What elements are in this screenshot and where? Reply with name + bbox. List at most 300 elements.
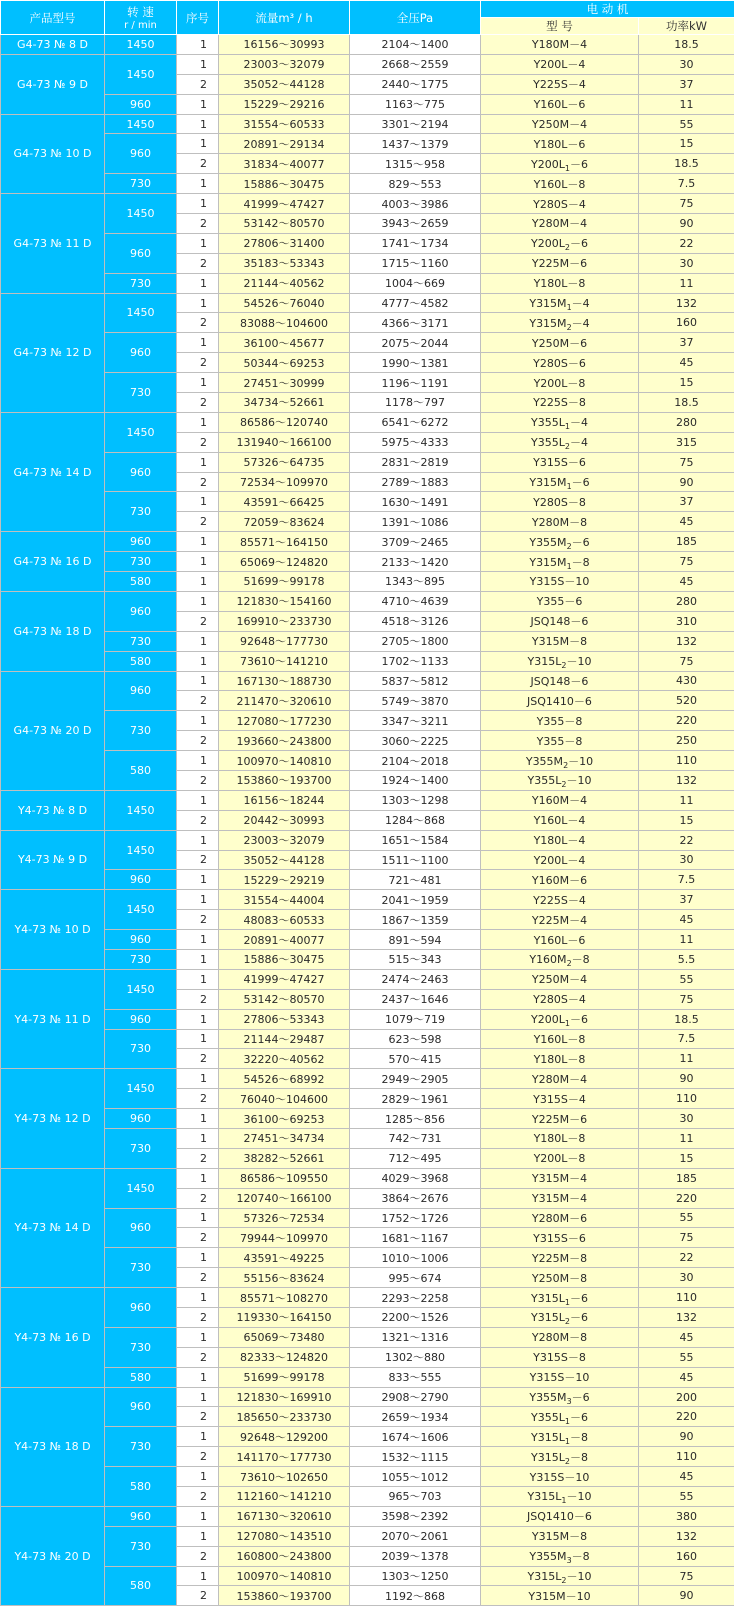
speed-cell: 1450 [105, 35, 177, 55]
motor-type-cell [481, 154, 639, 174]
motor-type-cell [481, 711, 639, 731]
motor-type-cell [481, 890, 639, 910]
motor-subscript: 3 [567, 1397, 572, 1406]
seq-cell: 1 [177, 1506, 219, 1526]
seq-cell: 2 [177, 691, 219, 711]
flow-cell: 27806～31400 [219, 233, 350, 253]
flow-cell: 85571～164150 [219, 532, 350, 552]
seq-cell: 1 [177, 333, 219, 353]
seq-cell: 1 [177, 1128, 219, 1148]
pressure-cell: 1303～1298 [350, 790, 481, 810]
seq-cell: 2 [177, 1407, 219, 1427]
motor-subscript: 1 [565, 1437, 570, 1446]
pressure-cell: 3943～2659 [350, 214, 481, 234]
motor-suffix: －6 [570, 1411, 588, 1424]
motor-type-cell [481, 850, 639, 870]
speed-cell: 730 [105, 711, 177, 751]
seq-cell: 1 [177, 1168, 219, 1188]
power-cell: 7.5 [639, 870, 734, 890]
table-row [1, 333, 734, 353]
power-cell: 55 [639, 1487, 734, 1507]
motor-type-text: Y315M [529, 476, 566, 489]
seq-cell: 2 [177, 214, 219, 234]
pressure-cell: 1715～1160 [350, 253, 481, 273]
pressure-cell: 4366～3171 [350, 313, 481, 333]
seq-cell: 1 [177, 54, 219, 74]
pressure-cell: 1532～1115 [350, 1447, 481, 1467]
motor-subscript: 2 [563, 761, 568, 770]
seq-cell: 1 [177, 1327, 219, 1347]
motor-type-cell [481, 273, 639, 293]
flow-cell: 76040～104600 [219, 1089, 350, 1109]
motor-type-cell [481, 989, 639, 1009]
pressure-cell: 1343～895 [350, 572, 481, 592]
speed-cell: 960 [105, 1506, 177, 1526]
power-cell: 45 [639, 910, 734, 930]
motor-type-cell [481, 373, 639, 393]
pressure-cell: 2133～1420 [350, 552, 481, 572]
motor-type-text: Y200L－4 [534, 854, 586, 867]
flow-cell: 43591～49225 [219, 1248, 350, 1268]
speed-cell: 730 [105, 1427, 177, 1467]
table-row [1, 790, 734, 810]
motor-type-text: Y180L－6 [534, 138, 586, 151]
seq-cell: 1 [177, 293, 219, 313]
table-row [1, 452, 734, 472]
seq-cell: 2 [177, 1586, 219, 1606]
flow-cell: 15886～30475 [219, 949, 350, 969]
motor-type-text: Y355L [531, 1411, 565, 1424]
table-row [1, 1288, 734, 1308]
speed-cell: 580 [105, 651, 177, 671]
motor-type-text: JSQ148－6 [531, 675, 589, 688]
motor-type-cell [481, 1009, 639, 1029]
motor-type-cell [481, 412, 639, 432]
model-cell: Y4-73 № 12 D [1, 1069, 105, 1168]
flow-cell: 160800～243800 [219, 1546, 350, 1566]
flow-cell: 27451～34734 [219, 1128, 350, 1148]
power-cell: 18.5 [639, 1009, 734, 1029]
seq-cell: 1 [177, 412, 219, 432]
flow-cell: 55156～83624 [219, 1268, 350, 1288]
pressure-cell: 570～415 [350, 1049, 481, 1069]
table-row [1, 1566, 734, 1586]
power-cell: 75 [639, 1566, 734, 1586]
seq-cell: 1 [177, 651, 219, 671]
motor-type-cell [481, 1566, 639, 1586]
pressure-cell: 3347～3211 [350, 711, 481, 731]
motor-type-cell [481, 233, 639, 253]
motor-type-text: Y160L－8 [534, 1033, 586, 1046]
power-cell: 11 [639, 273, 734, 293]
flow-cell: 38282～52661 [219, 1148, 350, 1168]
table-row [1, 114, 734, 134]
power-cell: 37 [639, 333, 734, 353]
motor-type-text: Y250M－4 [532, 118, 587, 131]
seq-cell: 1 [177, 1069, 219, 1089]
seq-cell: 1 [177, 233, 219, 253]
speed-cell: 960 [105, 1208, 177, 1248]
pressure-cell: 721～481 [350, 870, 481, 890]
table-row [1, 1069, 734, 1089]
flow-cell: 41999～47427 [219, 969, 350, 989]
motor-suffix: －8 [572, 953, 590, 966]
seq-cell: 2 [177, 989, 219, 1009]
motor-type-cell [481, 591, 639, 611]
power-cell: 520 [639, 691, 734, 711]
motor-type-text: Y355M [526, 755, 563, 768]
seq-cell: 2 [177, 1148, 219, 1168]
power-cell: 45 [639, 1327, 734, 1347]
pressure-cell: 1630～1491 [350, 492, 481, 512]
flow-cell: 27451～30999 [219, 373, 350, 393]
motor-type-cell [481, 910, 639, 930]
motor-type-text: Y225S－8 [533, 396, 586, 409]
power-cell: 110 [639, 1089, 734, 1109]
pressure-cell: 1303～1250 [350, 1566, 481, 1586]
motor-type-text: Y250M－6 [532, 337, 587, 350]
motor-type-text: Y315M [529, 556, 566, 569]
motor-type-text: Y160M－4 [532, 794, 587, 807]
speed-cell: 1450 [105, 293, 177, 333]
speed-cell: 1450 [105, 890, 177, 930]
speed-cell: 1450 [105, 54, 177, 94]
pressure-cell: 833～555 [350, 1367, 481, 1387]
table-row [1, 949, 734, 969]
pressure-cell: 2200～1526 [350, 1308, 481, 1328]
motor-subscript: 1 [565, 1417, 570, 1426]
power-cell: 75 [639, 194, 734, 214]
seq-cell: 2 [177, 74, 219, 94]
table-body [1, 35, 734, 1606]
motor-type-text: Y200L [531, 237, 565, 250]
flow-cell: 15886～30475 [219, 174, 350, 194]
seq-cell: 2 [177, 253, 219, 273]
pressure-cell: 4518～3126 [350, 611, 481, 631]
power-cell: 22 [639, 1248, 734, 1268]
header-pressure: 全压Pa [350, 1, 481, 35]
pressure-cell: 2104～1400 [350, 35, 481, 55]
seq-cell: 1 [177, 35, 219, 55]
model-cell: Y4-73 № 10 D [1, 890, 105, 970]
header-speed [105, 1, 177, 35]
table-row [1, 890, 734, 910]
table-row [1, 969, 734, 989]
seq-cell: 2 [177, 432, 219, 452]
motor-type-text: Y200L－8 [534, 377, 586, 390]
power-cell: 11 [639, 1049, 734, 1069]
motor-type-cell [481, 94, 639, 114]
motor-suffix: －6 [572, 476, 590, 489]
motor-suffix: －8 [572, 1550, 590, 1563]
seq-cell: 1 [177, 1467, 219, 1487]
pressure-cell: 1674～1606 [350, 1427, 481, 1447]
model-cell: Y4-73 № 20 D [1, 1506, 105, 1605]
table-row [1, 671, 734, 691]
power-cell: 45 [639, 1467, 734, 1487]
speed-cell: 960 [105, 94, 177, 114]
motor-type-cell [481, 393, 639, 413]
pressure-cell: 2829～1961 [350, 1089, 481, 1109]
table-row [1, 194, 734, 214]
seq-cell: 1 [177, 273, 219, 293]
power-cell: 37 [639, 492, 734, 512]
seq-cell: 1 [177, 1208, 219, 1228]
power-cell: 430 [639, 671, 734, 691]
power-cell: 15 [639, 373, 734, 393]
motor-subscript: 1 [565, 164, 570, 173]
power-cell: 22 [639, 830, 734, 850]
pressure-cell: 2039～1378 [350, 1546, 481, 1566]
power-cell: 315 [639, 432, 734, 452]
pressure-cell: 2659～1934 [350, 1407, 481, 1427]
motor-type-text: Y355－8 [537, 715, 583, 728]
seq-cell: 1 [177, 94, 219, 114]
motor-suffix: －6 [570, 1311, 588, 1324]
power-cell: 15 [639, 134, 734, 154]
seq-cell: 1 [177, 631, 219, 651]
table-row [1, 930, 734, 950]
speed-cell: 730 [105, 949, 177, 969]
motor-type-cell [481, 1367, 639, 1387]
motor-type-text: Y200L－4 [534, 58, 586, 71]
seq-cell: 2 [177, 393, 219, 413]
power-cell: 75 [639, 452, 734, 472]
flow-cell: 83088～104600 [219, 313, 350, 333]
speed-cell: 960 [105, 1109, 177, 1129]
pressure-cell: 1285～856 [350, 1109, 481, 1129]
flow-cell: 82333～124820 [219, 1347, 350, 1367]
table-row [1, 492, 734, 512]
pressure-cell: 1284～868 [350, 810, 481, 830]
motor-type-cell [481, 512, 639, 532]
power-cell: 55 [639, 1208, 734, 1228]
seq-cell: 1 [177, 1427, 219, 1447]
speed-cell: 730 [105, 1327, 177, 1367]
flow-cell: 73610～102650 [219, 1467, 350, 1487]
seq-cell: 1 [177, 552, 219, 572]
speed-cell: 1450 [105, 114, 177, 134]
pressure-cell: 6541～6272 [350, 412, 481, 432]
motor-type-text: Y225M－8 [532, 1252, 587, 1265]
motor-type-text: Y280M－4 [532, 1073, 587, 1086]
flow-cell: 86586～120740 [219, 412, 350, 432]
pressure-cell: 3060～2225 [350, 731, 481, 751]
seq-cell: 1 [177, 591, 219, 611]
power-cell: 280 [639, 412, 734, 432]
motor-type-cell [481, 214, 639, 234]
power-cell: 18.5 [639, 154, 734, 174]
flow-cell: 16156～18244 [219, 790, 350, 810]
table-row [1, 94, 734, 114]
table-row [1, 1526, 734, 1546]
motor-type-cell [481, 114, 639, 134]
power-cell: 18.5 [639, 35, 734, 55]
motor-type-cell [481, 74, 639, 94]
pressure-cell: 2949～2905 [350, 1069, 481, 1089]
pressure-cell: 2075～2044 [350, 333, 481, 353]
seq-cell: 1 [177, 711, 219, 731]
pressure-cell: 1437～1379 [350, 134, 481, 154]
motor-type-cell [481, 611, 639, 631]
speed-cell: 1450 [105, 790, 177, 830]
speed-cell: 960 [105, 870, 177, 890]
flow-cell: 31834～40077 [219, 154, 350, 174]
pressure-cell: 742～731 [350, 1128, 481, 1148]
motor-subscript: 2 [561, 661, 566, 670]
motor-suffix: －6 [572, 1391, 590, 1404]
flow-cell: 32220～40562 [219, 1049, 350, 1069]
motor-type-cell [481, 1546, 639, 1566]
table-row [1, 591, 734, 611]
flow-cell: 193660～243800 [219, 731, 350, 751]
power-cell: 15 [639, 1148, 734, 1168]
pressure-cell: 1511～1100 [350, 850, 481, 870]
motor-suffix: －10 [566, 655, 591, 668]
motor-type-text: Y315M [529, 297, 566, 310]
speed-cell: 580 [105, 751, 177, 791]
flow-cell: 35183～53343 [219, 253, 350, 273]
header-power: 功率kW [639, 18, 734, 35]
motor-subscript: 3 [567, 1556, 572, 1565]
flow-cell: 120740～166100 [219, 1188, 350, 1208]
motor-type-cell [481, 552, 639, 572]
seq-cell: 2 [177, 810, 219, 830]
motor-type-cell [481, 1387, 639, 1407]
table-row [1, 1387, 734, 1407]
power-cell: 110 [639, 1288, 734, 1308]
power-cell: 37 [639, 74, 734, 94]
flow-cell: 100970～140810 [219, 751, 350, 771]
motor-type-text: Y315L [528, 1490, 562, 1503]
table-row [1, 233, 734, 253]
seq-cell: 2 [177, 1228, 219, 1248]
pressure-cell: 2440～1775 [350, 74, 481, 94]
motor-type-cell [481, 1506, 639, 1526]
model-cell: G4-73 № 10 D [1, 114, 105, 194]
motor-type-cell [481, 432, 639, 452]
flow-cell: 112160～141210 [219, 1487, 350, 1507]
motor-type-cell [481, 969, 639, 989]
flow-cell: 36100～69253 [219, 1109, 350, 1129]
speed-cell: 960 [105, 1288, 177, 1328]
model-cell: G4-73 № 12 D [1, 293, 105, 412]
motor-type-cell [481, 810, 639, 830]
flow-cell: 53142～80570 [219, 214, 350, 234]
power-cell: 250 [639, 731, 734, 751]
motor-type-text: Y225M－4 [532, 914, 587, 927]
table-row [1, 174, 734, 194]
motor-type-text: Y280M－8 [532, 516, 587, 529]
seq-cell: 1 [177, 790, 219, 810]
motor-type-text: Y315S－10 [530, 1371, 590, 1384]
pressure-cell: 4003～3986 [350, 194, 481, 214]
power-cell: 55 [639, 1347, 734, 1367]
header-speed-unit: r / min [105, 20, 176, 31]
flow-cell: 36100～45677 [219, 333, 350, 353]
flow-cell: 20891～29134 [219, 134, 350, 154]
seq-cell: 1 [177, 949, 219, 969]
pressure-cell: 3864～2676 [350, 1188, 481, 1208]
motor-type-cell [481, 1148, 639, 1168]
motor-type-text: Y200L [531, 1013, 565, 1026]
power-cell: 110 [639, 1447, 734, 1467]
power-cell: 55 [639, 969, 734, 989]
motor-suffix: －10 [566, 1490, 591, 1503]
table-header [1, 1, 734, 35]
pressure-cell: 2668～2559 [350, 54, 481, 74]
flow-cell: 15229～29216 [219, 94, 350, 114]
motor-type-text: Y315S－10 [530, 575, 590, 588]
flow-cell: 85571～108270 [219, 1288, 350, 1308]
motor-suffix: －10 [566, 1570, 591, 1583]
motor-type-text: Y355L [531, 416, 565, 429]
model-cell: Y4-73 № 8 D [1, 790, 105, 830]
motor-type-text: Y315S－6 [533, 1232, 586, 1245]
motor-type-cell [481, 631, 639, 651]
motor-type-cell [481, 1447, 639, 1467]
flow-cell: 131940～166100 [219, 432, 350, 452]
motor-type-cell [481, 1029, 639, 1049]
flow-cell: 72534～109970 [219, 472, 350, 492]
flow-cell: 35052～44128 [219, 850, 350, 870]
seq-cell: 1 [177, 1387, 219, 1407]
motor-type-cell [481, 1268, 639, 1288]
motor-type-text: Y315S－4 [533, 1093, 586, 1106]
table-row [1, 35, 734, 55]
table-row [1, 711, 734, 731]
table-row [1, 1208, 734, 1228]
motor-type-text: Y355M [529, 1391, 566, 1404]
motor-type-cell [481, 35, 639, 55]
motor-suffix: －4 [572, 317, 590, 330]
flow-cell: 92648～129200 [219, 1427, 350, 1447]
motor-type-text: Y315L [528, 1570, 562, 1583]
flow-cell: 65069～73480 [219, 1327, 350, 1347]
power-cell: 90 [639, 472, 734, 492]
motor-type-cell [481, 830, 639, 850]
power-cell: 75 [639, 989, 734, 1009]
motor-type-text: Y200L [531, 158, 565, 171]
table-row [1, 1327, 734, 1347]
pressure-cell: 4710～4639 [350, 591, 481, 611]
pressure-cell: 2070～2061 [350, 1526, 481, 1546]
power-cell: 132 [639, 631, 734, 651]
pressure-cell: 712～495 [350, 1148, 481, 1168]
flow-cell: 65069～124820 [219, 552, 350, 572]
flow-cell: 23003～32079 [219, 830, 350, 850]
speed-cell: 960 [105, 233, 177, 273]
speed-cell: 730 [105, 273, 177, 293]
model-cell: G4-73 № 20 D [1, 671, 105, 790]
motor-subscript: 1 [565, 422, 570, 431]
pressure-cell: 5837～5812 [350, 671, 481, 691]
motor-type-cell [481, 1467, 639, 1487]
power-cell: 30 [639, 253, 734, 273]
speed-cell: 960 [105, 532, 177, 552]
motor-type-text: Y160M－6 [532, 874, 587, 887]
speed-cell: 730 [105, 492, 177, 532]
seq-cell: 1 [177, 572, 219, 592]
power-cell: 45 [639, 353, 734, 373]
motor-type-cell [481, 1288, 639, 1308]
seq-cell: 2 [177, 1089, 219, 1109]
motor-subscript: 2 [565, 442, 570, 451]
pressure-cell: 1391～1086 [350, 512, 481, 532]
seq-cell: 2 [177, 1049, 219, 1069]
seq-cell: 2 [177, 1308, 219, 1328]
motor-type-text: JSQ148－6 [531, 615, 589, 628]
